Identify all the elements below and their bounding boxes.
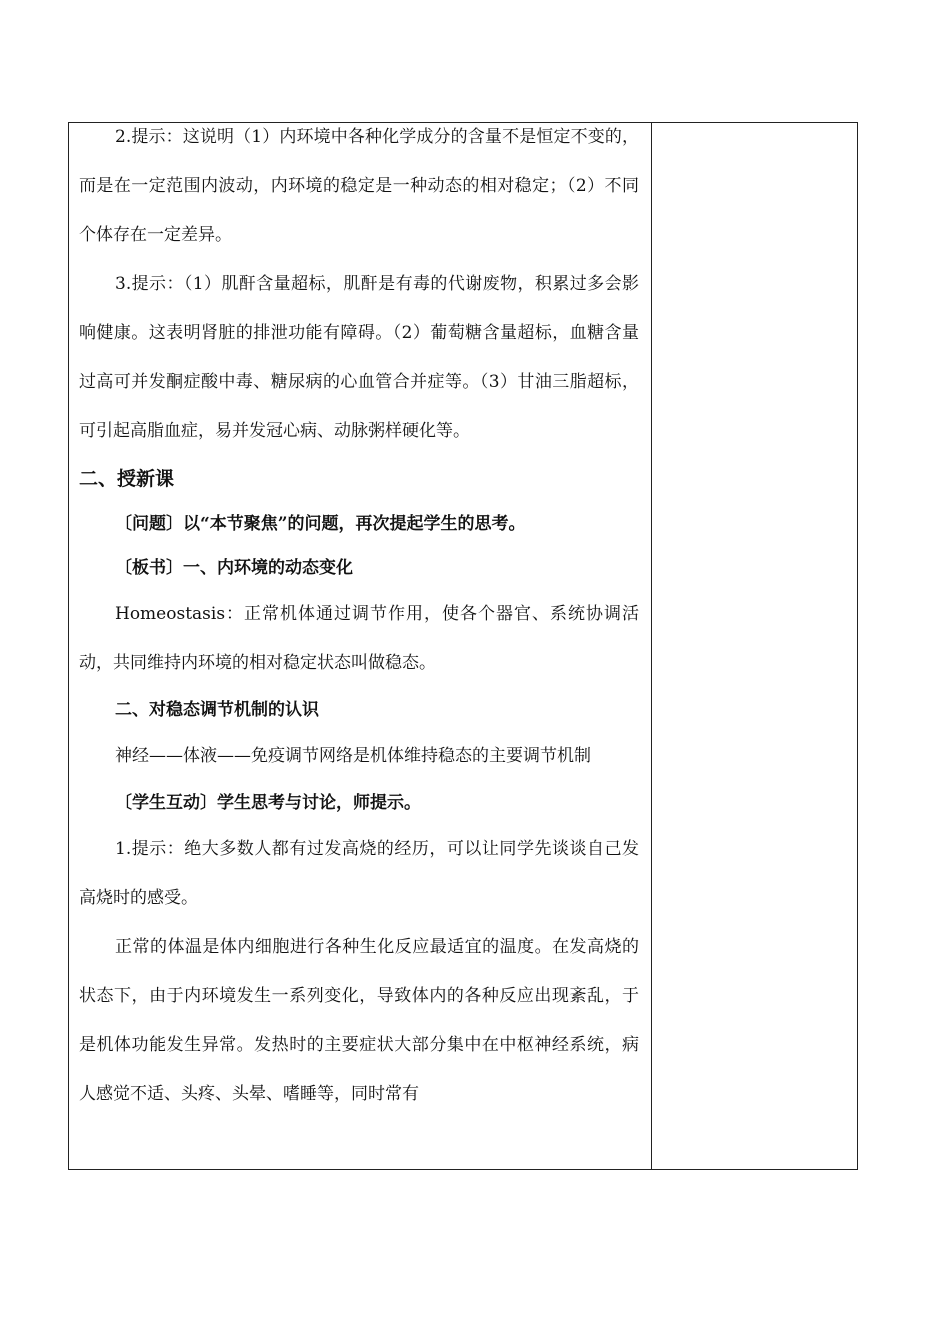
question-paragraph: 〔问题〕以“本节聚焦”的问题，再次提起学生的思考。: [115, 514, 526, 534]
lesson-content-cell: [79, 123, 639, 1119]
board-paragraph: 〔板书〕一、内环境的动态变化: [115, 558, 353, 578]
lesson-table: [68, 122, 858, 1170]
notes-cell: [652, 123, 857, 1169]
section-heading: 二、授新课: [79, 468, 175, 490]
subheading: 二、对稳态调节机制的认识: [115, 700, 319, 720]
homeostasis-paragraph: Homeostasis：正常机体通过调节作用，使各个器官、系统协调活动，共同维持内环境的相对稳定状态叫做稳态。: [79, 604, 639, 673]
hint-3-paragraph: 3.提示：（1）肌酐含量超标，肌酐是有毒的代谢废物，积累过多会影响健康。这表明肾脏的排泄功能有障碍。（2）葡萄糖含量超标，血糖含量过高可并发酮症酸中毒、糖尿病的心血管合并症等。（3）甘油三脂超标，可引起高脂血症，易并发冠心病、动脉粥样硬化等。: [79, 274, 639, 441]
interaction-paragraph: 〔学生互动〕学生思考与讨论，师提示。: [115, 793, 421, 813]
regulation-network-paragraph: 神经——体液——免疫调节网络是机体维持稳态的主要调节机制: [115, 746, 591, 766]
hint-2-paragraph: 2.提示：这说明（1）内环境中各种化学成分的含量不是恒定不变的，而是在一定范围内波动，内环境的稳定是一种动态的相对稳定；（2）不同个体存在一定差异。: [79, 127, 639, 245]
hint-1-paragraph: 1.提示：绝大多数人都有过发高烧的经历，可以让同学先谈谈自己发高烧时的感受。: [79, 839, 639, 908]
body-temperature-paragraph: 正常的体温是体内细胞进行各种生化反应最适宜的温度。在发高烧的状态下，由于内环境发生一系列变化，导致体内的各种反应出现紊乱，于是机体功能发生异常。发热时的主要症状大部分集中在中枢神经系统，病人感觉不适、头疼、头晕、嗜睡等，同时常有: [79, 937, 639, 1104]
